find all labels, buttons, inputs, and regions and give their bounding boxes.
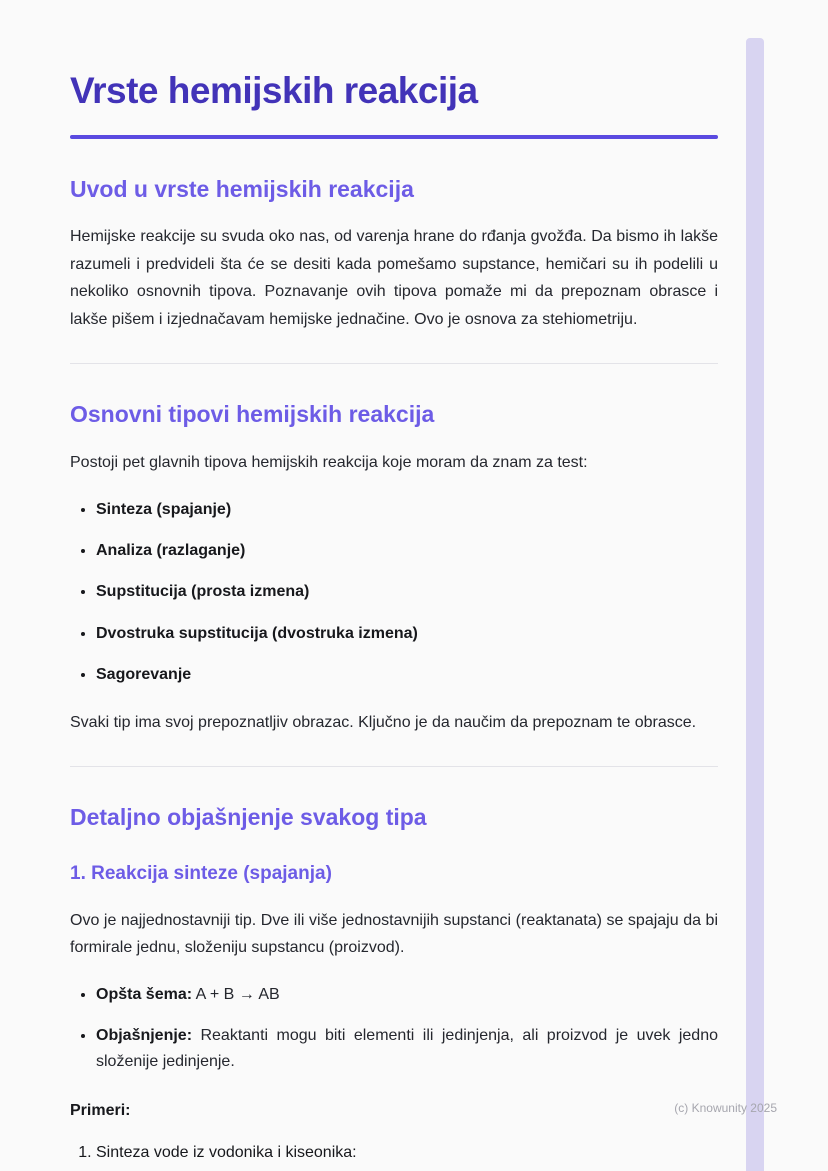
list-item xyxy=(96,497,718,523)
example-text: Sinteza vode iz vodonika i kiseonika: xyxy=(96,1143,357,1161)
list-item-label: Sagorevanje xyxy=(96,666,192,684)
list-item-label: Dvostruka supstitucija (dvostruka izmena) xyxy=(96,624,418,642)
subsection-heading-synthesis: 1. Reakcija sinteze (spajanja) xyxy=(70,862,332,884)
list-item xyxy=(96,1023,718,1076)
intro-paragraph: Hemijske reakcije su svuda oko nas, od varenja hrane do rđanja gvožđa. Da bismo ih lakše razumeli i predvideli šta će se desiti kada pomešamo supstance, hemičari su ih podelili u nekoliko osnovnih tipova. Poznavanje ovih tipova pomaže mi da prepoznam obrasce i lakše pišem i izjednačavam hemijske jednačine. Ovo je osnova za stehiometriju. xyxy=(70,228,718,328)
list-item xyxy=(96,621,718,647)
page-edge-decoration-bar xyxy=(746,38,764,1171)
list-item xyxy=(96,538,718,564)
reaction-types-list xyxy=(70,497,718,689)
list-item-bold-label: Opšta šema: xyxy=(96,985,193,1003)
list-item xyxy=(96,1140,718,1166)
list-item xyxy=(96,579,718,605)
list-item-bold-label: Objašnjenje: xyxy=(96,1026,193,1044)
types-lead-paragraph: Postoji pet glavnih tipova hemijskih reakcija koje moram da znam za test: xyxy=(70,454,588,472)
section-divider xyxy=(70,766,718,767)
list-item-text: Reaktanti mogu biti elementi ili jedinjenja, ali proizvod je uvek jedno složenije jedinjenje. xyxy=(96,1026,718,1071)
list-item-label: Analiza (razlaganje) xyxy=(96,542,246,560)
title-underline-rule xyxy=(70,135,718,139)
copyright-footer: (c) Knowunity 2025 xyxy=(674,1101,777,1115)
synthesis-paragraph: Ovo je najjednostavniji tip. Dve ili više jednostavnijih supstanci (reaktanata) se spajaju da bi formirale jednu, složeniju supstancu (proizvod). xyxy=(70,911,718,957)
list-item-label: Sinteza (spajanje) xyxy=(96,500,232,518)
section-heading-detail: Detaljno objašnjenje svakog tipa xyxy=(70,804,427,831)
examples-list xyxy=(70,1140,718,1166)
section-heading-types: Osnovni tipovi hemijskih reakcija xyxy=(70,401,435,428)
types-outro-paragraph: Svaki tip ima svoj prepoznatljiv obrazac. Ključno je da naučim da prepoznam te obrasce. xyxy=(70,713,697,731)
list-item xyxy=(96,982,718,1008)
synthesis-bullet-list xyxy=(70,982,718,1076)
page-title: Vrste hemijskih reakcija xyxy=(70,70,478,111)
list-item xyxy=(96,662,718,688)
section-divider xyxy=(70,363,718,364)
section-heading-intro: Uvod u vrste hemijskih reakcija xyxy=(70,175,414,202)
list-item-text: A + B → AB xyxy=(192,985,280,1003)
list-item-label: Supstitucija (prosta izmena) xyxy=(96,583,310,601)
document-page xyxy=(70,0,718,1166)
examples-label: Primeri: xyxy=(70,1101,131,1119)
